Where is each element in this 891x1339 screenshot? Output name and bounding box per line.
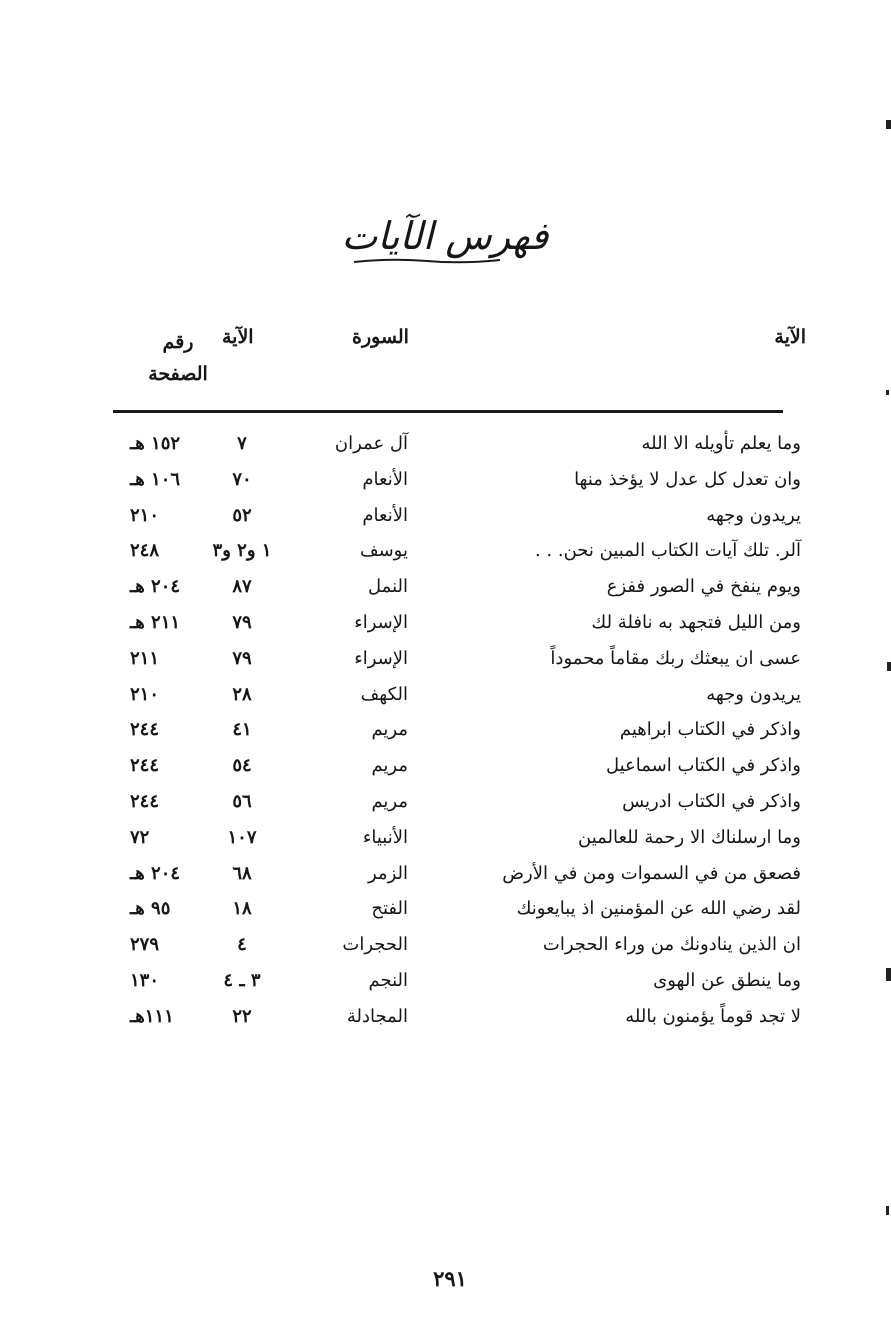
sura-cell: الأنعام xyxy=(362,504,408,526)
table-row xyxy=(0,891,891,927)
page-cell: ١٣٠ xyxy=(130,969,160,991)
sura-cell: النمل xyxy=(368,576,408,598)
header-page-number xyxy=(138,326,218,390)
page-cell: ٢٤٤ xyxy=(130,790,160,812)
table-row xyxy=(0,999,891,1035)
page-cell: ٢١١ هـ xyxy=(130,611,181,633)
table-row xyxy=(0,677,891,713)
table-row xyxy=(0,462,891,498)
page-cell: ٧٢ xyxy=(130,826,150,848)
aya-text-cell: وما ارسلناك الا رحمة للعالمين xyxy=(578,826,801,848)
sura-cell: الزمر xyxy=(368,862,408,884)
sura-cell: الفتح xyxy=(371,898,408,920)
table-row xyxy=(0,533,891,569)
table-row xyxy=(0,784,891,820)
table-row xyxy=(0,569,891,605)
sura-cell: مريم xyxy=(371,790,408,812)
aya-number-cell: ١٨ xyxy=(232,898,252,920)
header-sura: السورة xyxy=(352,326,409,348)
table-row xyxy=(0,748,891,784)
aya-number-cell: ٢٨ xyxy=(232,683,252,705)
aya-text-cell: ان الذين ينادونك من وراء الحجرات xyxy=(542,934,801,956)
aya-number-cell: ٧ xyxy=(237,433,247,454)
page-cell: ٢١١ xyxy=(130,647,160,669)
scan-edge-mark xyxy=(886,1206,889,1215)
sura-cell: آل عمران xyxy=(334,433,408,454)
aya-number-cell: ١ و٢ و٣ xyxy=(212,540,272,562)
aya-text-cell: فصعق من في السموات ومن في الأرض xyxy=(502,862,801,884)
sura-cell: المجادلة xyxy=(346,1005,408,1027)
aya-number-cell: ٧٩ xyxy=(232,611,252,633)
table-row xyxy=(0,712,891,748)
title-swash-ornament xyxy=(352,256,502,266)
table-row xyxy=(0,963,891,999)
aya-number-cell: ٤ xyxy=(237,934,247,956)
aya-number-cell: ٥٤ xyxy=(232,755,252,777)
scan-edge-mark xyxy=(886,968,891,981)
page-cell: ١٥٢ هـ xyxy=(130,433,181,454)
page-cell: ١١١هـ xyxy=(130,1005,174,1027)
index-table xyxy=(0,426,891,1035)
table-row xyxy=(0,641,891,677)
header-page-line1: رقم xyxy=(162,331,194,353)
aya-number-cell: ٥٢ xyxy=(232,504,252,526)
header-page-line2: الصفحة xyxy=(148,363,208,385)
aya-number-cell: ٦٨ xyxy=(232,862,252,884)
aya-text-cell: لقد رضي الله عن المؤمنين اذ يبايعونك xyxy=(516,898,801,920)
page-cell: ٢٧٩ xyxy=(130,934,160,956)
table-row xyxy=(0,605,891,641)
aya-text-cell: واذكر في الكتاب اسماعيل xyxy=(605,755,801,777)
aya-text-cell: واذكر في الكتاب ابراهيم xyxy=(619,719,801,741)
sura-cell: مريم xyxy=(371,755,408,777)
aya-text-cell: ويوم ينفخ في الصور ففزع xyxy=(606,576,801,598)
aya-text-cell: ومن الليل فتجهد به نافلة لك xyxy=(591,611,801,633)
sura-cell: الإسراء xyxy=(354,611,408,633)
page-cell: ٢٠٤ هـ xyxy=(130,576,181,598)
aya-number-cell: ٧٠ xyxy=(232,468,252,490)
header-aya-text: الآية xyxy=(774,326,806,348)
page-cell: ٢١٠ xyxy=(130,504,160,526)
table-row xyxy=(0,426,891,462)
page-cell: ٩٥ هـ xyxy=(130,898,171,920)
sura-cell: مريم xyxy=(371,719,408,741)
aya-text-cell: يريدون وجهه xyxy=(706,683,801,705)
page-cell: ٢٠٤ هـ xyxy=(130,862,181,884)
header-divider xyxy=(113,410,783,413)
sura-cell: يوسف xyxy=(359,540,408,562)
aya-text-cell: يريدون وجهه xyxy=(706,504,801,526)
aya-number-cell: ١٠٧ xyxy=(227,826,257,848)
aya-text-cell: وما ينطق عن الهوى xyxy=(653,969,801,991)
sura-cell: الكهف xyxy=(360,683,408,705)
table-row xyxy=(0,856,891,892)
aya-text-cell: لا تجد قوماً يؤمنون بالله xyxy=(625,1005,801,1027)
index-title: فهرس الآيات xyxy=(341,214,549,258)
sura-cell: الإسراء xyxy=(354,647,408,669)
sura-cell: الحجرات xyxy=(342,934,408,956)
page-number: ٢٩١ xyxy=(433,1266,467,1291)
scan-edge-mark xyxy=(887,662,891,671)
aya-text-cell: عسى ان يبعثك ربك مقاماً محموداً xyxy=(550,647,801,669)
sura-cell: النجم xyxy=(368,969,408,991)
aya-number-cell: ٣ ـ ٤ xyxy=(223,969,261,991)
aya-number-cell: ٧٩ xyxy=(232,647,252,669)
table-row xyxy=(0,498,891,534)
page-cell: ١٠٦ هـ xyxy=(130,468,181,490)
aya-number-cell: ٤١ xyxy=(232,719,252,741)
aya-text-cell: وما يعلم تأويله الا الله xyxy=(641,433,801,454)
header-aya-number: الآية xyxy=(222,326,254,348)
sura-cell: الأنبياء xyxy=(362,826,408,848)
page-cell: ٢٤٤ xyxy=(130,755,160,777)
page-cell: ٢٤٤ xyxy=(130,719,160,741)
sura-cell: الأنعام xyxy=(362,468,408,490)
aya-text-cell: واذكر في الكتاب ادريس xyxy=(622,790,801,812)
scan-edge-mark xyxy=(886,120,891,129)
page-cell: ٢١٠ xyxy=(130,683,160,705)
aya-number-cell: ٨٧ xyxy=(232,576,252,598)
aya-text-cell: آلر. تلك آيات الكتاب المبين نحن. . . xyxy=(534,540,801,562)
aya-number-cell: ٥٦ xyxy=(232,790,252,812)
aya-text-cell: وان تعدل كل عدل لا يؤخذ منها xyxy=(574,468,801,490)
page-cell: ٢٤٨ xyxy=(130,540,160,562)
scan-edge-mark xyxy=(886,390,889,395)
table-row xyxy=(0,927,891,963)
table-row xyxy=(0,820,891,856)
aya-number-cell: ٢٢ xyxy=(232,1005,252,1027)
